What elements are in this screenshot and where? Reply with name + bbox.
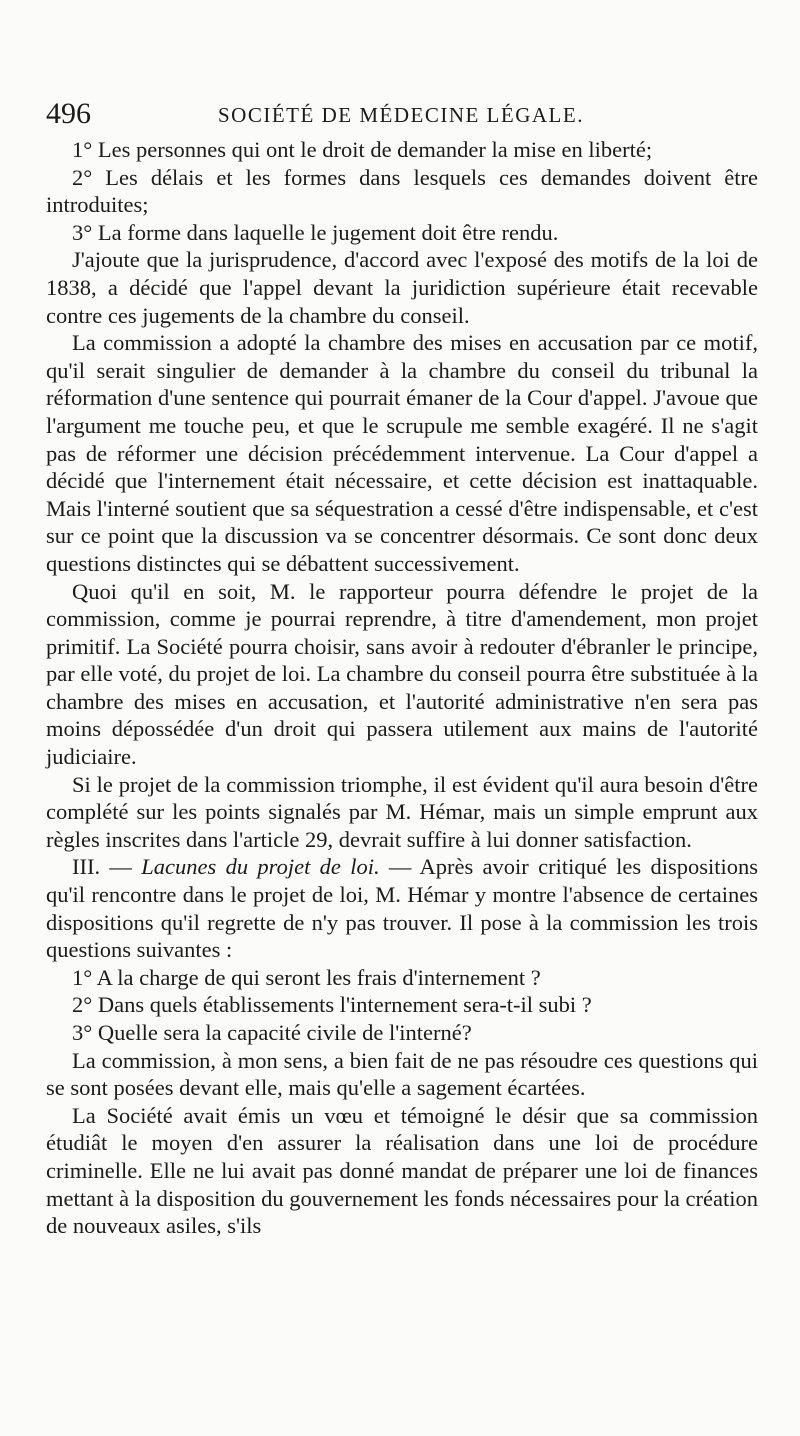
paragraph: Si le projet de la commission triomphe, il est évident qu'il aura besoin d'être complété sur les points signalés par M. Hémar, mais un simple emprunt aux règles inscrites dans l'article 29, devrait suffire à lui donner satisfaction.	[46, 771, 758, 852]
paragraph: La commission, à mon sens, a bien fait de ne pas résoudre ces questions qui se sont posées devant elle, mais qu'elle a sagement écartées.	[46, 1047, 758, 1101]
section-number: III. —	[72, 854, 142, 880]
list-item: 2° Les délais et les formes dans lesquels ces demandes doivent être introduites;	[46, 164, 758, 218]
list-item: 3° La forme dans laquelle le jugement doit être rendu.	[72, 219, 559, 245]
paragraph: La Société avait émis un vœu et témoigné le désir que sa commission étudiât le moyen d'en assurer la réalisation dans une loi de procédure criminelle. Elle ne lui avait pas donné mandat de préparer une loi de finances mettant à la disposition du gouvernement les fonds nécessaires pour la création de nouveaux asiles, s'ils	[46, 1102, 758, 1239]
running-head: SOCIÉTÉ DE MÉDECINE LÉGALE.	[218, 103, 584, 127]
question-item: 1° A la charge de qui seront les frais d'internement ?	[72, 964, 541, 990]
body-text	[46, 136, 758, 1240]
section-title: Lacunes du projet de loi.	[141, 854, 380, 880]
question-item: 3° Quelle sera la capacité civile de l'interné?	[72, 1020, 472, 1045]
section-text: — Après avoir critiqué les dispositions qu'il rencontre dans le projet de loi, M. Hémar y montre l'absence de certaines dispositions qu'il regrette de n'y pas trouver. Il pose à la commission les trois questions suivantes :	[46, 854, 758, 963]
paragraph: J'ajoute que la jurisprudence, d'accord avec l'exposé des motifs de la loi de 1838, a décidé que l'appel devant la juridiction supérieure était recevable contre ces jugements de la chambre du conseil.	[46, 247, 758, 328]
paragraph: La commission a adopté la chambre des mises en accusation par ce motif, qu'il serait singulier de demander à la chambre du conseil du tribunal la réformation d'une sentence qui pourrait émaner de la Cour d'appel. J'avoue que l'argument me touche peu, et que le scrupule me semble exagéré. Il ne s'agit pas de réformer une décision précédemment intervenue. La Cour d'appel a décidé que l'internement était nécessaire, et cette décision est inattaquable. Mais l'interné soutient que sa séquestration a cessé d'être indispensable, et c'est sur ce point que la discussion va se concentrer désormais. Ce sont donc deux questions distinctes qui se débattent successivement.	[46, 330, 758, 576]
list-item: 1° Les personnes qui ont le droit de demander la mise en liberté;	[72, 137, 653, 162]
section-paragraph	[46, 853, 758, 963]
question-item: 2° Dans quels établissements l'internement sera-t-il subi ?	[72, 992, 592, 1018]
page-header	[46, 96, 758, 136]
paragraph: Quoi qu'il en soit, M. le rapporteur pourra défendre le projet de la commission, comme je pourrai reprendre, à titre d'amendement, mon projet primitif. La Société pourra choisir, sans avoir à redouter d'ébranler le principe, par elle voté, du projet de loi. La chambre du conseil pourra être substituée à la chambre des mises en accusation, et l'autorité administrative n'en sera pas moins dépossédée d'un droit qui passera utilement aux mains de l'autorité judiciaire.	[46, 578, 758, 770]
page-number: 496	[46, 97, 91, 130]
